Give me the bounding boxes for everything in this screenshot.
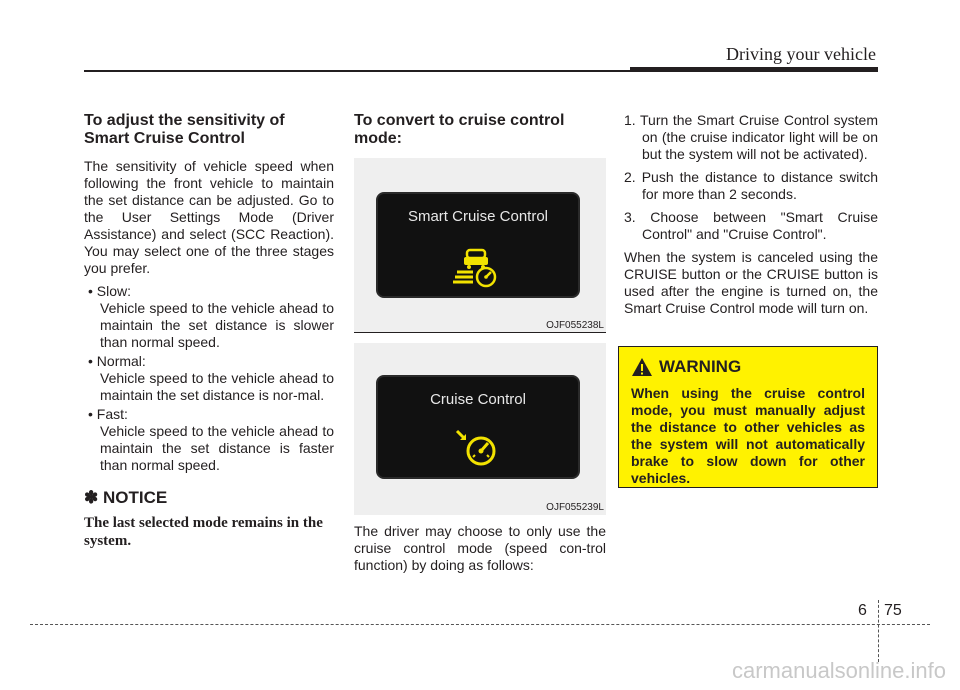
cluster-screen bbox=[376, 375, 580, 479]
smart-cruise-icon bbox=[451, 244, 505, 288]
column-right bbox=[624, 112, 878, 323]
list-item bbox=[84, 406, 334, 474]
figure-cruise-control bbox=[354, 343, 606, 515]
list-item-label: • Normal: bbox=[88, 353, 146, 369]
list-item-desc: Vehicle speed to the vehicle ahead to maintain the set distance is faster than normal speed. bbox=[100, 423, 334, 473]
figure-label: OJF055239L bbox=[546, 502, 604, 513]
list-item bbox=[84, 353, 334, 404]
warning-text: When using the cruise control mode, you must manually adjust the distance to other vehicles as the system will not automatically brake to slow down for other vehicles. bbox=[631, 385, 865, 486]
list-item-label: • Slow: bbox=[88, 283, 132, 299]
list-item bbox=[84, 283, 334, 351]
column-left bbox=[84, 112, 334, 550]
footer-vertical-divider bbox=[878, 600, 879, 662]
header-title: Driving your vehicle bbox=[726, 44, 876, 64]
figure-smart-cruise bbox=[354, 158, 606, 333]
notice-text: The last selected mode remains in the system. bbox=[84, 515, 323, 549]
footer-dashed-line bbox=[30, 624, 930, 625]
warning-triangle-icon bbox=[631, 357, 653, 377]
page-number: 75 bbox=[884, 602, 902, 619]
cruise-control-icon bbox=[453, 427, 503, 469]
cluster-screen bbox=[376, 192, 580, 298]
step-item: 3. Choose between "Smart Cruise Control" and "Cruise Control". bbox=[624, 209, 878, 242]
screen-title: Cruise Control bbox=[430, 391, 526, 408]
watermark: carmanualsonline.info bbox=[731, 658, 946, 683]
column-middle bbox=[354, 112, 606, 580]
list-item-label: • Fast: bbox=[88, 406, 128, 422]
step-item: 1. Turn the Smart Cruise Control system on (the cruise indicator light will be on but the system will not be activated). bbox=[624, 112, 878, 162]
screen-title: Smart Cruise Control bbox=[407, 208, 549, 225]
cancel-note: When the system is canceled using the CRUISE button or the CRUISE button is used after the engine is turned on, the Smart Cruise Control mode will turn on. bbox=[624, 249, 878, 316]
convert-outro: The driver may choose to only use the cruise control mode (speed con-trol function) by doing as follows: bbox=[354, 523, 606, 573]
warning-title: WARNING bbox=[659, 357, 742, 376]
step-item: 2. Push the distance to distance switch for more than 2 seconds. bbox=[624, 169, 878, 202]
list-item-desc: Vehicle speed to the vehicle ahead to maintain the set distance is slower than normal speed. bbox=[100, 300, 334, 350]
list-item-desc: Vehicle speed to the vehicle ahead to maintain the set distance is nor-mal. bbox=[100, 370, 334, 403]
warning-header bbox=[631, 357, 865, 377]
section-heading-sensitivity: To adjust the sensitivity of Smart Cruise Control bbox=[84, 112, 285, 147]
section-heading-convert: To convert to cruise control mode: bbox=[354, 112, 565, 147]
header-rule-thick bbox=[630, 67, 878, 72]
steps-list bbox=[624, 112, 878, 243]
chapter-number: 6 bbox=[858, 602, 867, 619]
warning-box bbox=[618, 346, 878, 488]
notice-title: ✽ NOTICE bbox=[84, 488, 168, 507]
figure-label: OJF055238L bbox=[546, 320, 604, 331]
figure-rule bbox=[354, 332, 606, 333]
sensitivity-intro: The sensitivity of vehicle speed when following the front vehicle to maintain the set distance can be adjusted. Go to the User Settings Mode (Driver Assistance) and select (SCC Reaction). You may select one of the three stages you prefer. bbox=[84, 158, 334, 276]
header-rule bbox=[84, 70, 630, 72]
